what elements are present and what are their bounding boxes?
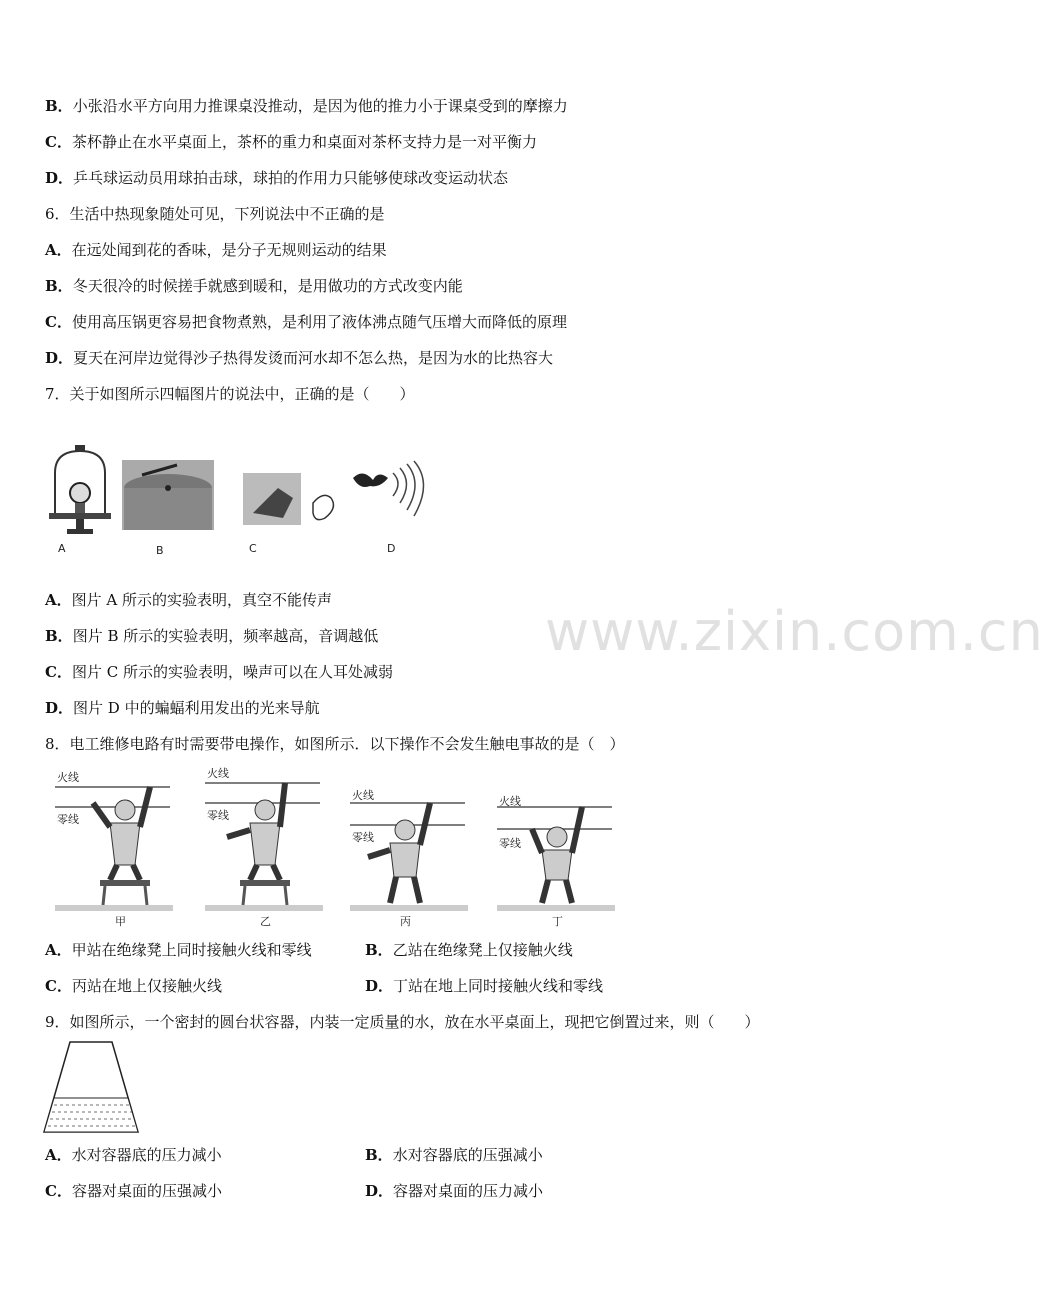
live-wire-label: 火线	[499, 795, 521, 808]
q7-stem: 7．关于如图所示四幅图片的说法中，正确的是（ ）	[45, 385, 415, 403]
q7-option-b: B．图片 B 所示的实验表明，频率越高，音调越低	[45, 627, 379, 645]
figure-label-ding: 丁	[552, 915, 563, 928]
figure-label-jia: 甲	[115, 915, 126, 928]
figure-label-bing: 丙	[400, 915, 411, 928]
q5-option-b: B．小张沿水平方向用力推课桌没推动，是因为他的推力小于课桌受到的摩擦力	[45, 97, 568, 115]
bat-image	[348, 458, 433, 523]
q8-stem: 8．电工维修电路有时需要带电操作，如图所示．以下操作不会发生触电事故的是（ ）	[45, 735, 625, 753]
figure-label-yi: 乙	[260, 915, 271, 928]
q8-option-d: D．丁站在地上同时接触火线和零线	[365, 977, 604, 995]
q7-option-d: D．图片 D 中的蝙蝠利用发出的光来导航	[45, 699, 320, 717]
q8-figure	[55, 765, 625, 930]
q6-option-a: A．在远处闻到花的香味，是分子无规则运动的结果	[45, 241, 387, 259]
q7-option-c: C．图片 C 所示的实验表明，噪声可以在人耳处减弱	[45, 663, 393, 681]
q9-option-d: D．容器对桌面的压力减小	[365, 1182, 544, 1200]
q9-option-a: A．水对容器底的压力减小	[45, 1146, 222, 1164]
q7-figure	[40, 438, 440, 563]
q8-option-b: B．乙站在绝缘凳上仅接触火线	[365, 941, 573, 959]
electrician-jia	[55, 765, 175, 928]
q6-option-b: B．冬天很冷的时候搓手就感到暖和，是用做功的方式改变内能	[45, 277, 463, 295]
neutral-wire-label: 零线	[57, 813, 79, 826]
figure-label-d: D	[387, 542, 396, 555]
live-wire-label: 火线	[207, 767, 229, 780]
q8-option-c: C．丙站在地上仅接触火线	[45, 977, 222, 995]
neutral-wire-label: 零线	[499, 837, 521, 850]
drum-image	[122, 460, 217, 535]
q7-option-a: A．图片 A 所示的实验表明，真空不能传声	[45, 591, 333, 609]
watermark: www.zixin.com.cn	[545, 600, 1044, 663]
q6-option-c: C．使用高压锅更容易把食物煮熟，是利用了液体沸点随气压增大而降低的原理	[45, 313, 567, 331]
figure-label-a: A	[58, 542, 66, 555]
q5-option-d: D．乒乓球运动员用球拍击球，球拍的作用力只能够使球改变运动状态	[45, 169, 509, 187]
frustum-container-image	[42, 1040, 142, 1135]
q6-stem: 6．生活中热现象随处可见，下列说法中不正确的是	[45, 205, 385, 223]
ear-hand-image	[243, 473, 343, 533]
live-wire-label: 火线	[352, 789, 374, 802]
q8-option-a: A．甲站在绝缘凳上同时接触火线和零线	[45, 941, 312, 959]
q9-option-b: B．水对容器底的压强减小	[365, 1146, 543, 1164]
neutral-wire-label: 零线	[207, 809, 229, 822]
neutral-wire-label: 零线	[352, 831, 374, 844]
figure-label-c: C	[249, 542, 257, 555]
q6-option-d: D．夏天在河岸边觉得沙子热得发烫而河水却不怎么热，是因为水的比热容大	[45, 349, 554, 367]
figure-label-b: B	[156, 544, 164, 557]
bell-jar-image	[45, 443, 115, 538]
electrician-ding	[497, 765, 617, 928]
electrician-bing	[350, 765, 470, 928]
electrician-yi	[205, 765, 325, 928]
q9-stem: 9．如图所示，一个密封的圆台状容器，内装一定质量的水，放在水平桌面上，现把它倒置过来，则（ ）	[45, 1013, 760, 1031]
live-wire-label: 火线	[57, 771, 79, 784]
q5-option-c: C．茶杯静止在水平桌面上，茶杯的重力和桌面对茶杯支持力是一对平衡力	[45, 133, 537, 151]
q9-option-c: C．容器对桌面的压强减小	[45, 1182, 222, 1200]
